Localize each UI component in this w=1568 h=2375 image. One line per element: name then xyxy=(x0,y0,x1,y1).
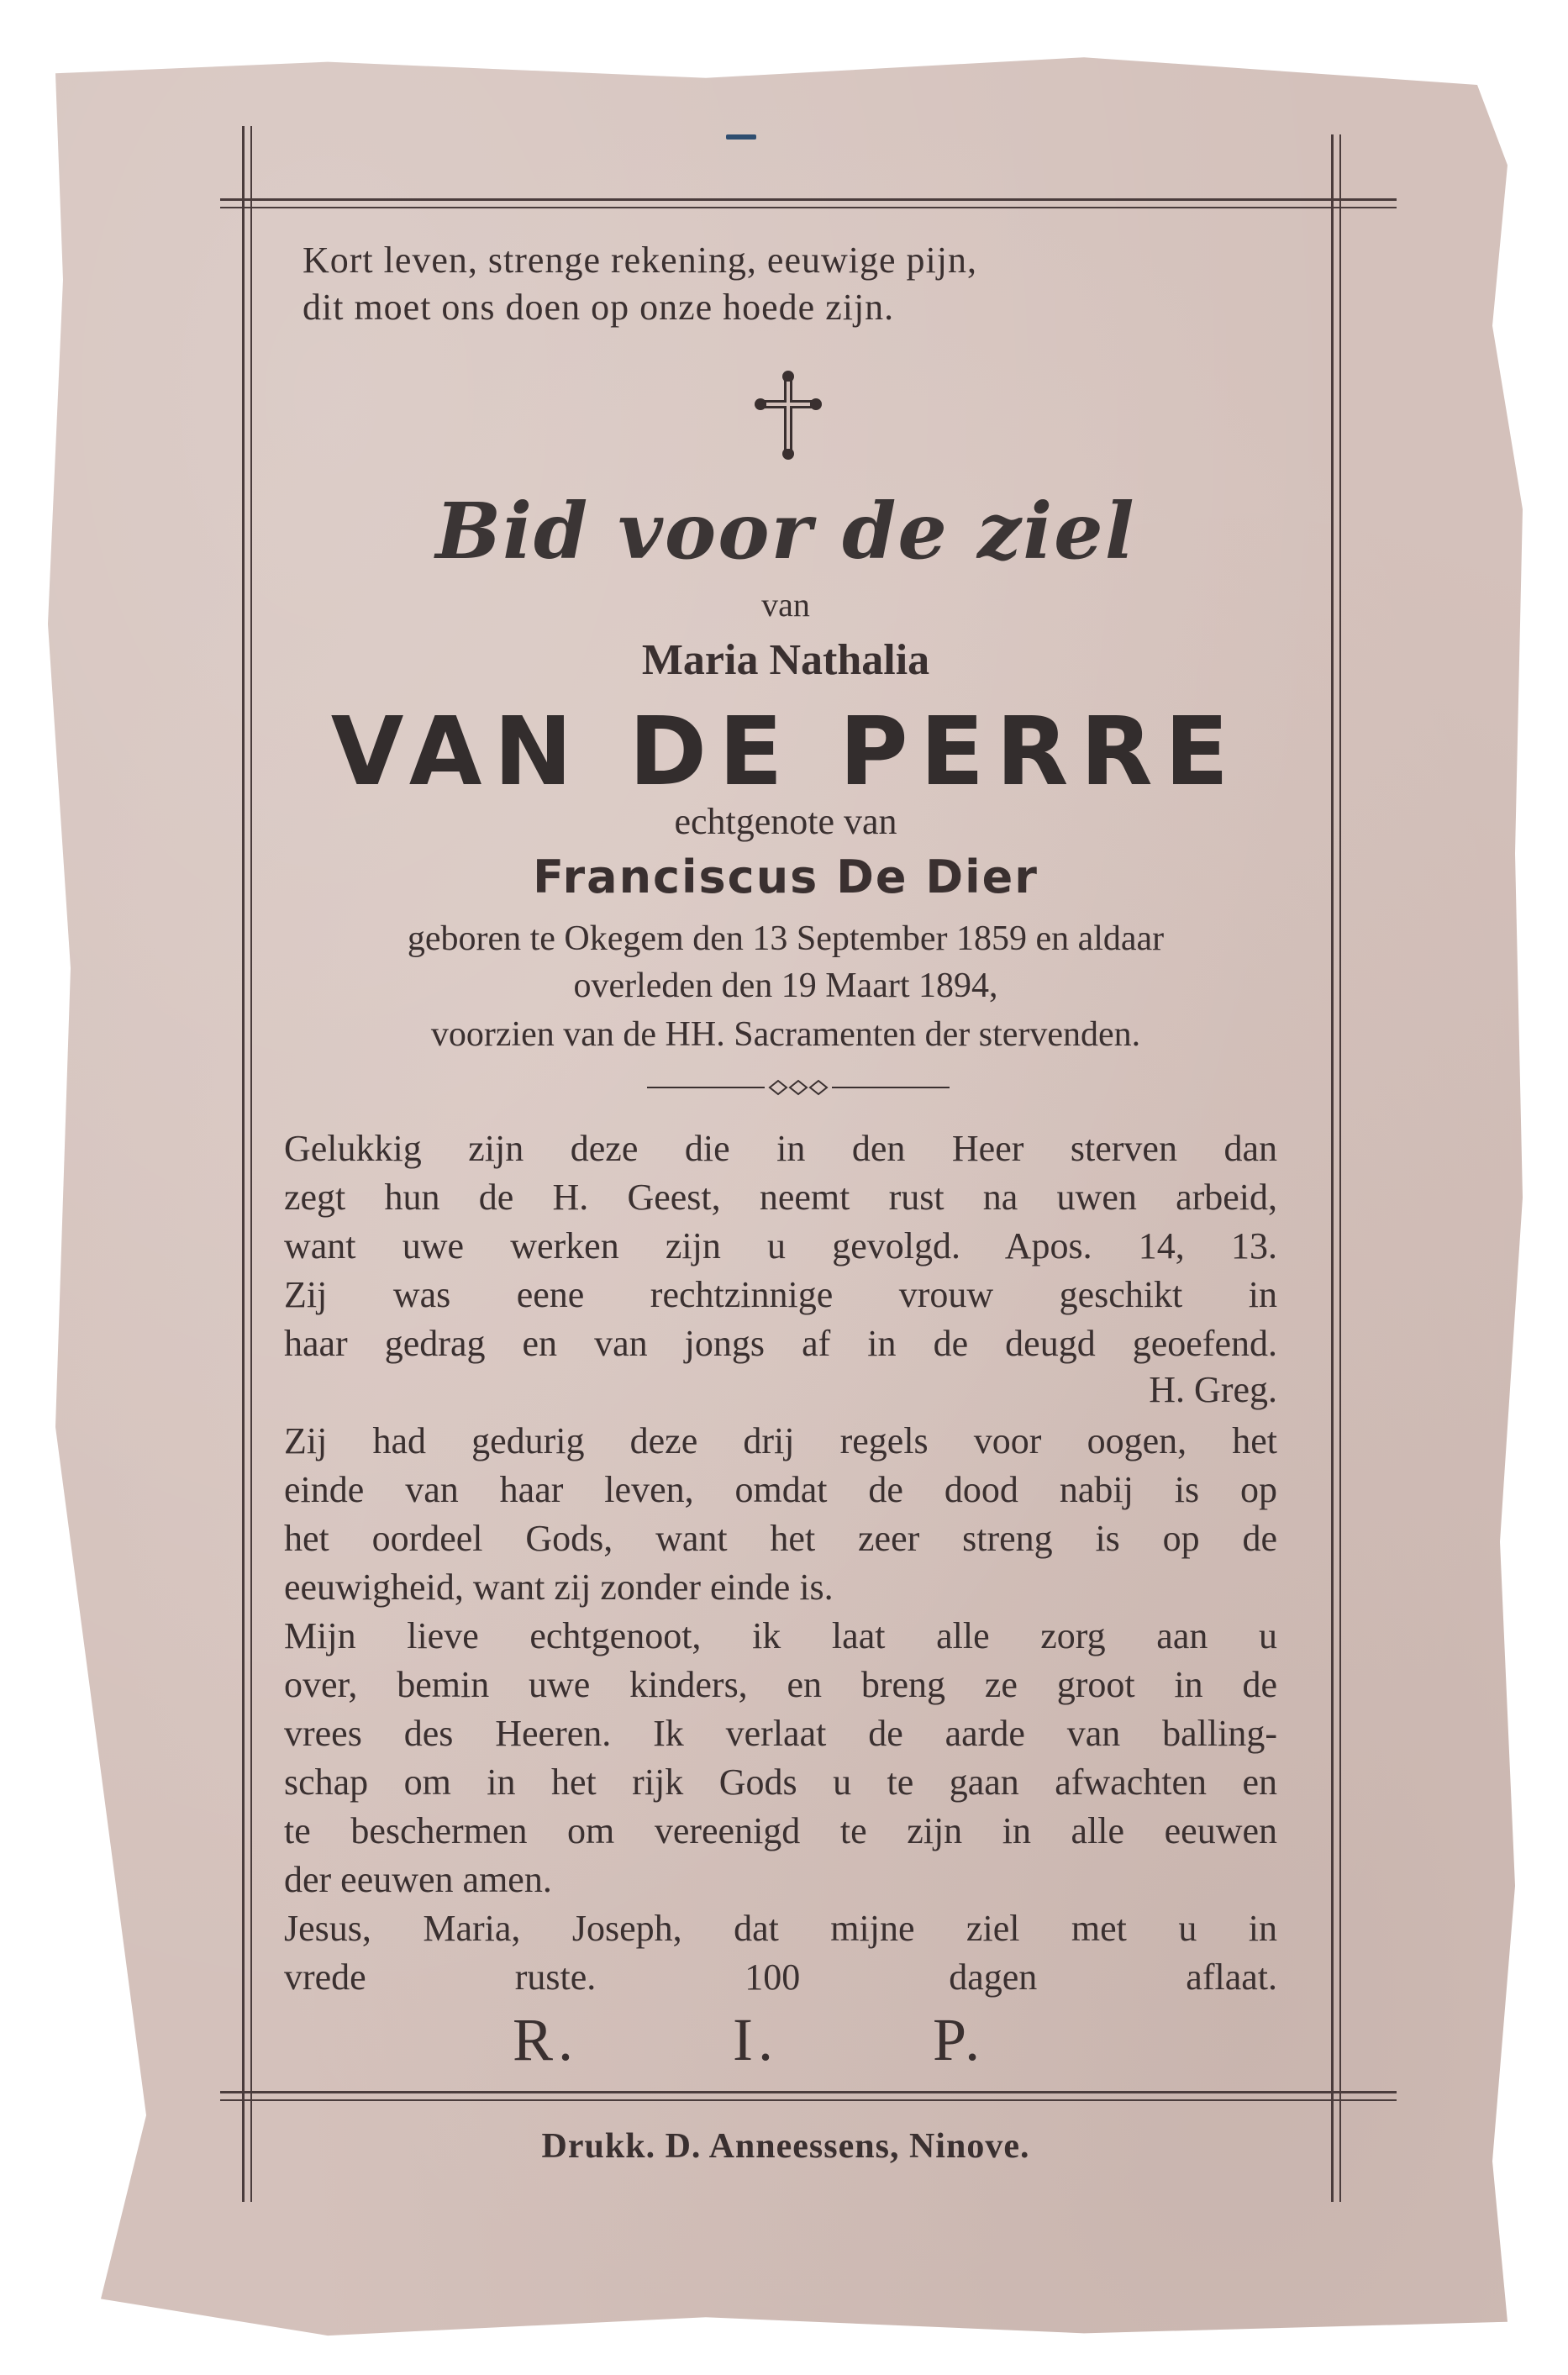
cross-icon xyxy=(753,370,823,461)
verse-line: einde van haar leven, omdat de dood nabij is op xyxy=(284,1469,1277,1510)
motto-line-1: Kort leven, strenge rekening, eeuwige pijn, xyxy=(303,240,977,281)
verse-line: schap om in het rijk Gods u te gaan afwachten en xyxy=(284,1762,1277,1803)
frame-bottom-rule xyxy=(220,2091,1397,2093)
spouse-name: Franciscus De Dier xyxy=(533,850,1039,903)
verse-line: der eeuwen amen. xyxy=(284,1859,552,1900)
ink-mark xyxy=(726,134,756,140)
frame-left-rule xyxy=(242,126,245,2202)
rip: R. I. P. xyxy=(513,2006,986,2073)
verse-line: haar gedrag en van jongs af in de deugd geoefend. xyxy=(284,1323,1277,1364)
pray-title: Bid voor de ziel xyxy=(435,486,1136,577)
death-line: overleden den 19 Maart 1894, xyxy=(573,966,998,1005)
birth-line: geboren te Okegem den 13 September 1859 en aldaar xyxy=(407,919,1165,958)
frame-top-rule-2 xyxy=(220,207,1397,208)
title-van: van xyxy=(761,586,810,624)
verse-line: Mijn lieve echtgenoot, ik laat alle zorg aan u xyxy=(284,1615,1277,1656)
sacraments-line: voorzien van de HH. Sacramenten der stervenden. xyxy=(430,1015,1141,1054)
frame-right-rule-2 xyxy=(1339,134,1341,2202)
verse-line: Jesus, Maria, Joseph, dat mijne ziel met u in xyxy=(284,1908,1277,1949)
verse-line: zegt hun de H. Geest, neemt rust na uwen arbeid, xyxy=(284,1177,1277,1218)
frame-left-rule-2 xyxy=(250,126,252,2202)
verse-line: over, bemin uwe kinders, en breng ze groot in de xyxy=(284,1664,1277,1705)
verse-line: vrees des Heeren. Ik verlaat de aarde van balling- xyxy=(284,1713,1277,1754)
verse-source: H. Greg. xyxy=(1149,1369,1277,1410)
frame-right-rule xyxy=(1331,134,1334,2202)
verse-line: Zij was eene rechtzinnige vrouw geschikt in xyxy=(284,1274,1277,1315)
verse-line: te beschermen om vereenigd te zijn in alle eeuwen xyxy=(284,1810,1277,1851)
frame-bottom-rule-2 xyxy=(220,2099,1397,2101)
deceased-given-names: Maria Nathalia xyxy=(641,636,930,684)
verse-line: Gelukkig zijn deze die in den Heer sterven dan xyxy=(284,1128,1277,1169)
verse-line: want uwe werken zijn u gevolgd. Apos. 14, 13. xyxy=(284,1225,1277,1266)
motto xyxy=(303,237,1311,331)
verse-line: het oordeel Gods, want het zeer streng is op de xyxy=(284,1518,1277,1559)
deceased-surname: VAN DE PERRE xyxy=(330,698,1241,807)
ornament-divider-icon xyxy=(647,1077,950,1098)
verse-line: Zij had gedurig deze drij regels voor oogen, het xyxy=(284,1420,1277,1461)
motto-line-2: dit moet ons doen op onze hoede zijn. xyxy=(303,287,895,328)
verse-line: eeuwigheid, want zij zonder einde is. xyxy=(284,1567,834,1608)
printer-credit: Drukk. D. Anneessens, Ninove. xyxy=(541,2127,1030,2166)
spouse-label: echtgenote van xyxy=(674,801,897,842)
verse-line: vrede ruste. 100 dagen aflaat. xyxy=(284,1956,1277,1998)
frame-top-rule xyxy=(220,198,1397,201)
